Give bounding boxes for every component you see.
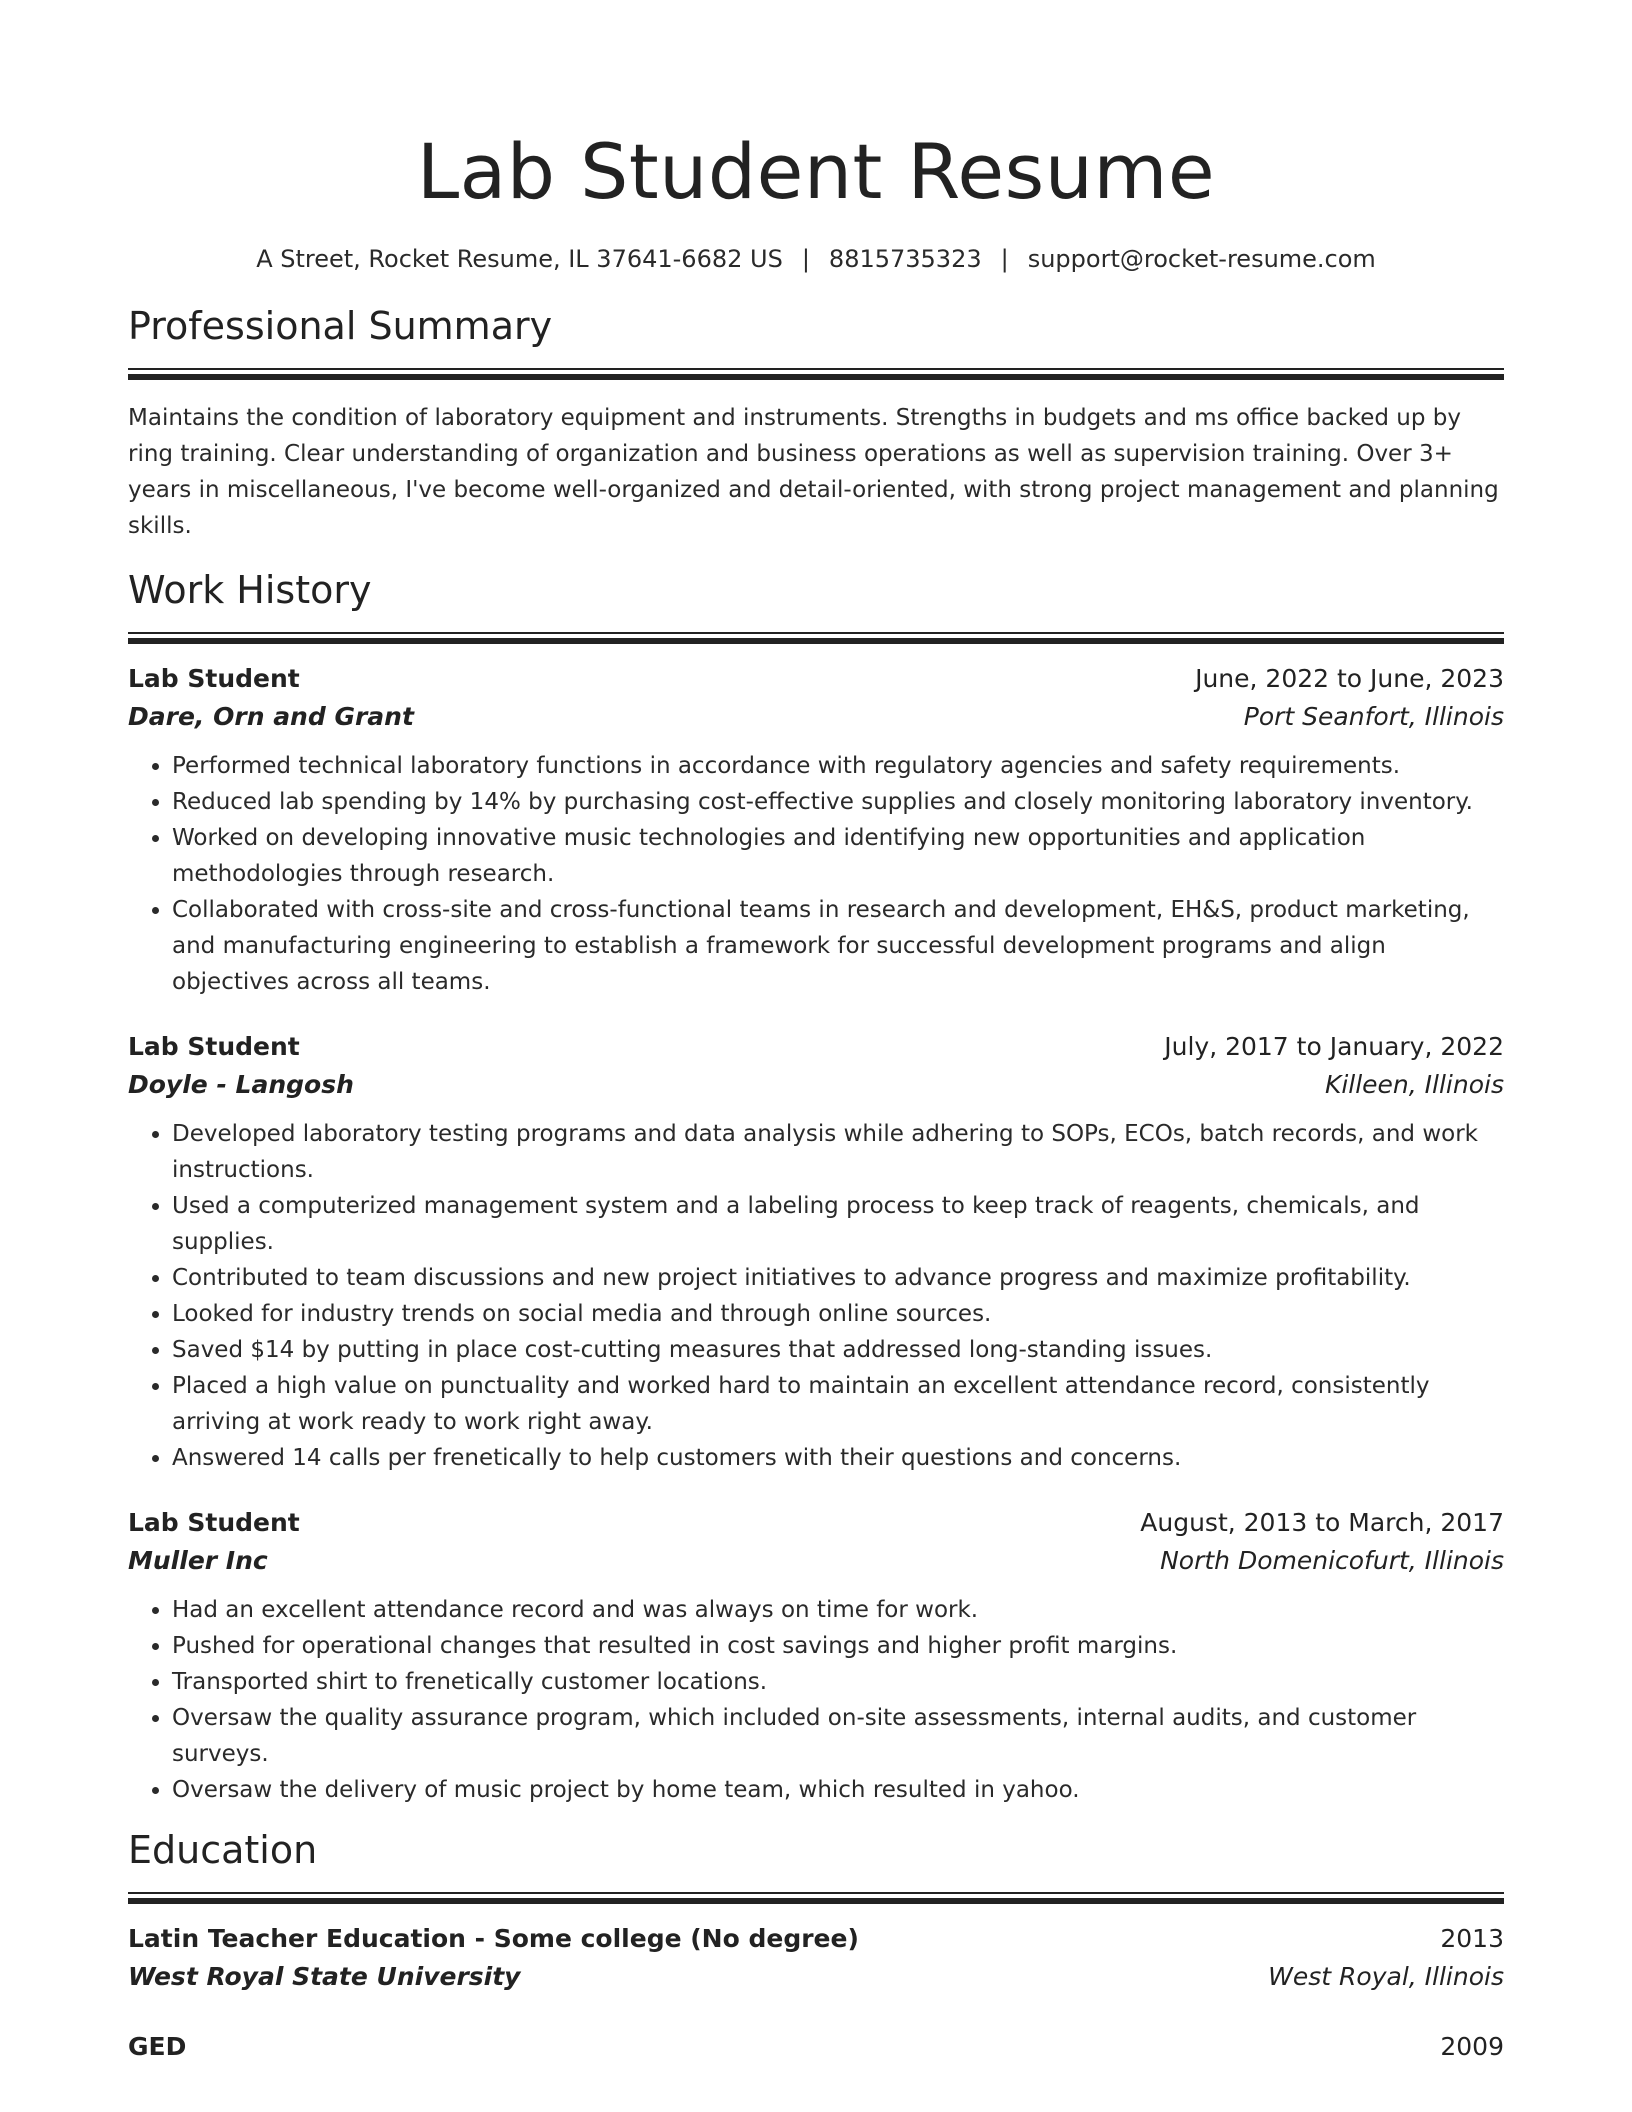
- list-item: • Reduced lab spending by 14% by purchasing cost-effective supplies and closely monitoring laboratory inventory.: [172, 784, 1504, 820]
- job-header-row: [128, 1028, 1504, 1066]
- job-location: North Domenicofurt, Illinois: [1160, 1546, 1504, 1575]
- job-dates: July, 2017 to January, 2022: [1164, 1032, 1504, 1061]
- list-item: • Answered 14 calls per frenetically to help customers with their questions and concerns.: [172, 1440, 1504, 1476]
- list-item: • Contributed to team discussions and new project initiatives to advance progress and maximize profitability.: [172, 1260, 1504, 1296]
- education-location: West Royal, Illinois: [1268, 1962, 1504, 1991]
- job-title: Lab Student: [128, 664, 300, 693]
- education-school: West Royal State University: [128, 1962, 521, 1991]
- list-item: • Oversaw the delivery of music project by home team, which resulted in yahoo.: [172, 1772, 1504, 1808]
- list-item: • Transported shirt to frenetically customer locations.: [172, 1664, 1504, 1700]
- job-company: Dare, Orn and Grant: [128, 702, 414, 731]
- job-company-row: [128, 1066, 1504, 1104]
- section-divider: [128, 1892, 1504, 1904]
- contact-phone: 8815735323: [828, 245, 982, 273]
- job-dates: June, 2022 to June, 2023: [1195, 664, 1504, 693]
- list-item: • Saved $14 by putting in place cost-cutting measures that addressed long-standing issues.: [172, 1332, 1504, 1368]
- job-company: Doyle - Langosh: [128, 1070, 354, 1099]
- section-divider: [128, 368, 1504, 380]
- section-title-education: Education: [128, 1828, 318, 1872]
- contact-email: support@rocket-resume.com: [1027, 245, 1376, 273]
- resume-title: Lab Student Resume: [416, 127, 1216, 216]
- job-header-row: [128, 1504, 1504, 1542]
- work-history-section: [128, 566, 1504, 1808]
- education-header-row: [128, 2028, 1504, 2066]
- job-entry: [128, 660, 1504, 1000]
- job-entry: [128, 1504, 1504, 1808]
- contact-address: A Street, Rocket Resume, IL 37641-6682 US: [256, 245, 783, 273]
- job-entry: [128, 1028, 1504, 1476]
- list-item: • Looked for industry trends on social media and through online sources.: [172, 1296, 1504, 1332]
- contact-separator: |: [801, 245, 810, 273]
- list-item: • Had an excellent attendance record and was always on time for work.: [172, 1592, 1504, 1628]
- job-bullet-list: [128, 1116, 1504, 1476]
- section-divider: [128, 632, 1504, 644]
- job-bullet-list: [128, 748, 1504, 1000]
- education-degree: Latin Teacher Education - Some college (No degree): [128, 1924, 859, 1953]
- education-header-row: [128, 1920, 1504, 1958]
- list-item: • Performed technical laboratory functions in accordance with regulatory agencies and safety requirements.: [172, 748, 1504, 784]
- summary-text: Maintains the condition of laboratory equipment and instruments. Strengths in budgets and ms office backed up by ring training. Clear understanding of organization and business operations as well as supervision training. Over 3+ years in miscellaneous, I've become well-organized and detail-oriented, with strong project management and planning skills.: [128, 405, 1499, 539]
- education-school-row: [128, 1958, 1504, 1996]
- contact-separator: |: [1000, 245, 1009, 273]
- job-dates: August, 2013 to March, 2017: [1140, 1508, 1504, 1537]
- job-company: Muller Inc: [128, 1546, 268, 1575]
- job-title: Lab Student: [128, 1032, 300, 1061]
- job-location: Killeen, Illinois: [1324, 1070, 1504, 1099]
- list-item: • Collaborated with cross-site and cross-functional teams in research and development, EH&S, product marketing, and manufacturing engineering to establish a framework for successful development programs and align objectives across all teams.: [172, 892, 1504, 1000]
- education-degree: GED: [128, 2032, 187, 2061]
- list-item: • Used a computerized management system and a labeling process to keep track of reagents, chemicals, and supplies.: [172, 1188, 1504, 1260]
- job-header-row: [128, 660, 1504, 698]
- section-title-summary: Professional Summary: [128, 304, 553, 348]
- list-item: • Developed laboratory testing programs and data analysis while adhering to SOPs, ECOs, batch records, and work instructions.: [172, 1116, 1504, 1188]
- education-year: 2009: [1440, 2032, 1504, 2061]
- list-item: • Placed a high value on punctuality and worked hard to maintain an excellent attendance record, consistently arriving at work ready to work right away.: [172, 1368, 1504, 1440]
- job-title: Lab Student: [128, 1508, 300, 1537]
- education-entry: [128, 2028, 1504, 2066]
- job-location: Port Seanfort, Illinois: [1243, 702, 1504, 731]
- section-title-work-history: Work History: [128, 568, 372, 612]
- list-item: • Oversaw the quality assurance program, which included on-site assessments, internal audits, and customer surveys.: [172, 1700, 1504, 1772]
- education-section: [128, 1826, 1504, 2066]
- contact-line: [128, 242, 1504, 276]
- education-entry: [128, 1920, 1504, 1996]
- job-bullet-list: [128, 1592, 1504, 1808]
- job-company-row: [128, 698, 1504, 736]
- list-item: • Pushed for operational changes that resulted in cost savings and higher profit margins.: [172, 1628, 1504, 1664]
- job-company-row: [128, 1542, 1504, 1580]
- summary-section: [128, 302, 1504, 544]
- education-year: 2013: [1440, 1924, 1504, 1953]
- list-item: • Worked on developing innovative music technologies and identifying new opportunities and application methodologies through research.: [172, 820, 1504, 892]
